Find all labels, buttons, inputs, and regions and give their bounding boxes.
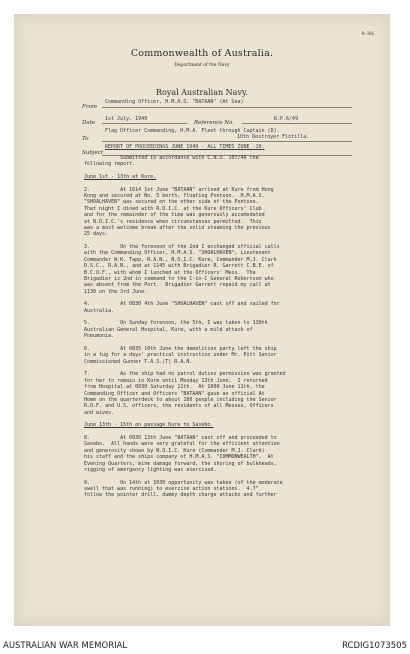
- to-rule: [102, 141, 352, 142]
- paragraph-7: 7. As the ship had no patrol duties permission was granted for her to remain in Kure until Monday 13th June. I returned from Hospital at 0930 Saturday 11th. At 1000 June 11th, the Commanding Officer and Officers "BATAAN" gave an official At Home on the quarterdeck to about 100 people including the Senior R.O.F. and U.S. officers, the residents of all Messes, Officers and wives.: [84, 371, 286, 416]
- letterhead-service: Royal Australian Navy.: [156, 88, 248, 97]
- paragraph-5: 5. On Sunday forenoon, the 5th, I was taken to 130th Australian General Hospital, Kure, with a mild attack of Pneumonia.: [84, 320, 268, 340]
- archive-footer: [0, 633, 410, 654]
- from-rule: [102, 107, 352, 108]
- subject-label: Subject: [82, 150, 104, 156]
- to-value-line1: Flag Officer Commanding, H.M.A. Fleet through Captain (D).: [105, 128, 280, 134]
- from-label: From: [82, 104, 97, 110]
- paragraph-2: 2. At 1614 1st June "BATAAN" arrived at Kure from Hong Kong and secured at No. 5 berth, floating Pontoon. H.M.A.S. "SHOALHAVEN" was secured on the other side of the Pontoon. That night I dined with R.O.I.C. at the Kure Officers' Club and for the remainder of the time was generously accomodated at N.O.I.C.'s residence when circumstances permitted. This was a most welcome break after the solid steaming the previous 25 days.: [84, 186, 274, 238]
- to-label: To: [82, 136, 89, 142]
- archive-name: AUSTRALIAN WAR MEMORIAL: [3, 641, 128, 651]
- subject-value: REPORT OF PROCEEDINGS JUNE 1949 - ALL TIMES ZONE -10.: [105, 144, 265, 150]
- letterhead-department: Department of the Navy: [174, 63, 230, 68]
- paragraph-6: 6. At 0835 10th June the demolition party left the ship in a tug for a days' practical instruction under Mr. Pitt Senior Commissioned Gunner T.A.S.(T) R.A.N.: [84, 345, 277, 365]
- report-body: [84, 155, 384, 505]
- document-page: [14, 14, 390, 626]
- record-id: RCDIG1073505: [342, 641, 407, 651]
- reference-value: R.P.6/49: [274, 116, 299, 122]
- intro-paragraph: Submitted in accordance with C.N.O. 107/48 the following report.: [84, 155, 259, 168]
- date-rule: [102, 123, 187, 124]
- paragraph-8: 8. At 0930 13th June "BATAAN" cast off and proceeded to Sasebo. All hands were very grateful for the efficient attention and generosity shown by N.O.I.C. Kure (Commander M.J. Clark) his staff and the ships company of H.M.A.S. "COMMONWEALTH". At Evening Quarters, mine damage forward, the shoring of bulkheads, rigging of emergency lighting was exercised.: [84, 434, 280, 473]
- reference-label: Reference No.: [194, 120, 234, 126]
- paragraph-9: 9. On 14th at 1030 opportunity was taken (of the moderate swell that was running) to exercise action stations. 4.7" follow the pointer drill, dummy depth charge attacks and further: [84, 479, 283, 499]
- date-label: Date: [82, 120, 96, 126]
- paragraph-4: 4. At 0830 4th June "SHOALHAVEN" cast off and sailed for Australia.: [84, 301, 280, 314]
- section-heading-kure: June 1st - 13th at Kure.: [84, 174, 157, 180]
- section-heading-passage: June 13th - 15th on passage Kure to Sasebo.: [84, 422, 214, 429]
- date-value: 1st July, 1949: [105, 116, 148, 122]
- to-value-line2: 10th Destroyer Flotilla.: [237, 134, 310, 140]
- from-value: Commanding Officer, H.M.A.S. "BATAAN" (At Sea): [105, 99, 244, 105]
- form-number: N-306: [361, 31, 374, 36]
- letterhead-title: Commonwealth of Australia.: [130, 48, 274, 59]
- reference-rule: [242, 123, 352, 124]
- paragraph-3: 3. On the forenoon of the 2nd I exchanged official calls with the Commanding Officer, H.M.A.S. "SHOALHAVEN", Lieutenant Commander W.K. Tapp, R.A.N., N.O.I.C. Kure, Commander M.J. Clark D.S.C., R.A.N., and at 1145 with Brigadier R. Garrett C.B.E. of B.C.O.F., with whom I lunched at the Officers' Mess. The Brigadier is 2nd in command to the C-in-C General Robertson who was absent from the Port. Brigadier Garrett repaid my call at 1130 on the 3rd June.: [84, 244, 280, 295]
